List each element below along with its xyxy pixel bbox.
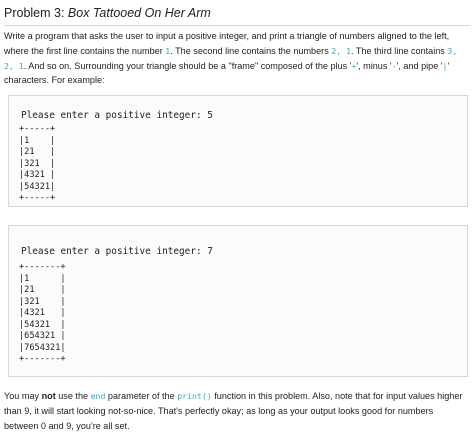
outro-text: You may	[4, 391, 42, 401]
example-output-box	[8, 95, 468, 207]
inline-code: end	[90, 391, 106, 401]
example-output-box	[8, 225, 468, 377]
intro-text: ', and pipe '	[396, 60, 443, 71]
title-divider	[4, 25, 470, 26]
inline-code: 2, 1	[331, 45, 351, 56]
inline-code: |	[442, 60, 448, 71]
inline-code: 3, 2, 1	[4, 45, 458, 71]
inline-code: +	[351, 60, 357, 71]
intro-text: ', minus '	[356, 60, 392, 71]
inline-code: -	[391, 60, 397, 71]
problem-title-name: Box Tattooed On Her Arm	[67, 6, 211, 20]
outro-text: parameter of the	[105, 391, 178, 401]
intro-text: . The third line contains	[351, 45, 448, 56]
intro-text: Write a program that asks the user to input a positive integer, and print a triangle of numbers aligned to the left, where the first line contains the number	[4, 31, 450, 56]
intro-text: . And so on. Surrounding your triangle should be a "frame" composed of the plus '	[23, 60, 352, 71]
outro-text: use the	[55, 391, 91, 401]
emphasis-text: not	[41, 391, 56, 401]
intro-paragraph	[4, 29, 470, 88]
example-prompt: Please enter a positive integer: 5	[21, 110, 213, 121]
example-prompt: Please enter a positive integer: 7	[21, 246, 213, 257]
problem-title-prefix: Problem 3:	[4, 6, 68, 20]
example-output: +-----+ |1 | |21 | |321 | |4321 | |54321| +-----+	[19, 124, 56, 203]
problem-title	[4, 6, 211, 20]
outro-text: function in this problem. Also, note that for input values higher than 9, it will start looking not-so-nice. That's perfectly okay; as long as your output looks good for numbers between 0 and 9, you're all set.	[4, 391, 463, 431]
outro-paragraph	[4, 389, 470, 433]
example-output: +-------+ |1 | |21 | |321 | |4321 | |54321 | |654321 | |7654321| +-------+	[19, 262, 66, 364]
intro-text: ' characters. For example:	[4, 60, 450, 86]
inline-code: print()	[177, 391, 212, 401]
inline-code: 1	[165, 45, 171, 56]
intro-text: . The second line contains the numbers	[170, 45, 332, 56]
